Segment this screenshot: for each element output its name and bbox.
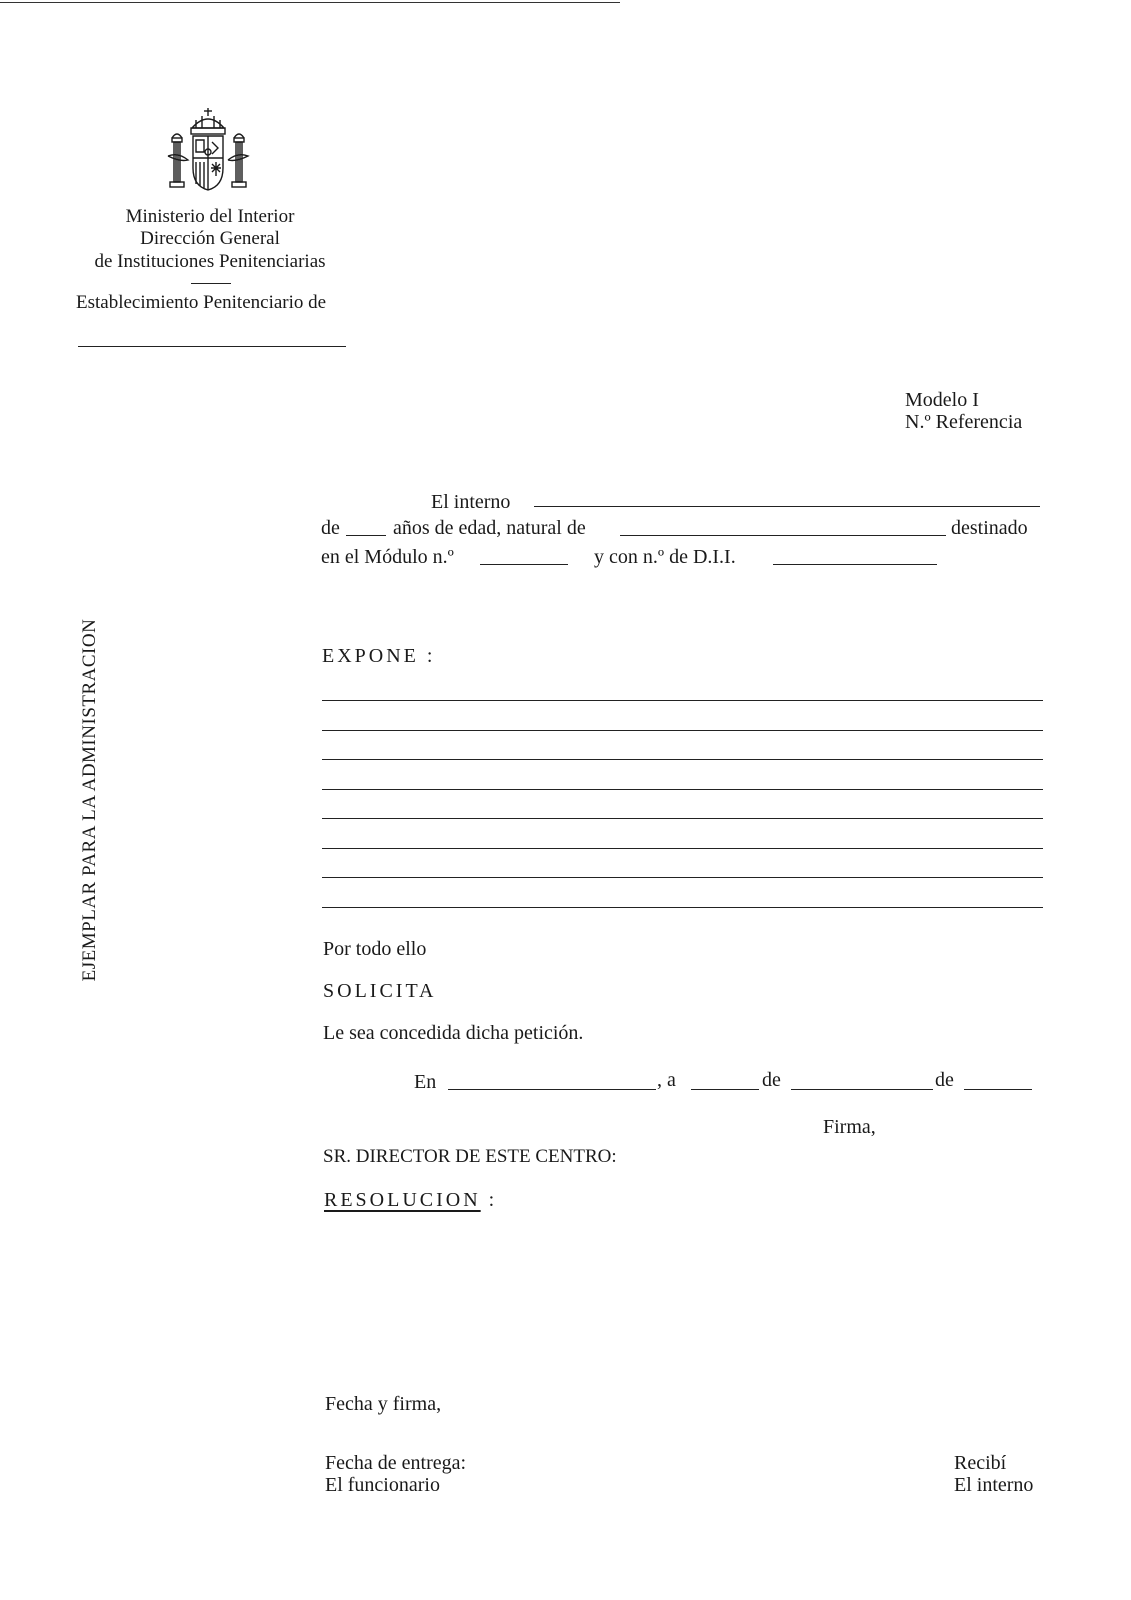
birthplace-field-line[interactable] (620, 535, 946, 536)
resolucion-heading-text: RESOLUCION (324, 1189, 481, 1211)
age-suffix-label: años de edad, natural de (393, 517, 586, 539)
expone-line-3[interactable] (322, 759, 1043, 760)
expone-heading (322, 644, 435, 668)
month-prefix-label: de (762, 1069, 781, 1091)
module-label: en el Módulo n.º (321, 546, 454, 568)
expone-line-4[interactable] (322, 789, 1043, 790)
director-address: SR. DIRECTOR DE ESTE CENTRO: (323, 1146, 617, 1167)
scan-edge-line (0, 2, 620, 3)
establishment-label: Establecimiento Penitenciario de (76, 292, 327, 313)
place-prefix-label: En (414, 1071, 437, 1093)
official-label: El funcionario (325, 1474, 440, 1496)
age-field-line[interactable] (346, 535, 386, 536)
year-field-line[interactable] (964, 1089, 1032, 1090)
received-label: Recibí (954, 1452, 1007, 1474)
expone-line-2[interactable] (322, 730, 1043, 731)
date-signature-label: Fecha y firma, (325, 1393, 442, 1415)
por-todo-label: Por todo ello (323, 938, 427, 960)
header-divider (191, 283, 231, 284)
year-prefix-label: de (935, 1069, 954, 1091)
directorate-name: Dirección General (140, 228, 280, 249)
request-text: Le sea concedida dicha petición. (323, 1022, 584, 1044)
inmate-intro-label: El interno (431, 491, 511, 513)
expone-colon: : (426, 645, 436, 667)
dii-field-line[interactable] (773, 564, 937, 565)
day-prefix-label: , a (657, 1069, 676, 1091)
administration-copy-label: EJEMPLAR PARA LA ADMINISTRACION (79, 618, 100, 982)
model-label: Modelo I (905, 389, 979, 411)
resolucion-heading (324, 1188, 497, 1212)
resolucion-colon: : (488, 1189, 498, 1211)
establishment-field-line[interactable] (78, 346, 346, 347)
spain-coat-of-arms-icon (166, 106, 250, 196)
day-field-line[interactable] (691, 1089, 759, 1090)
reference-label: N.º Referencia (905, 411, 1023, 433)
expone-line-7[interactable] (322, 877, 1043, 878)
expone-line-6[interactable] (322, 848, 1043, 849)
signature-label: Firma, (823, 1116, 876, 1138)
expone-line-1[interactable] (322, 700, 1043, 701)
delivery-date-label: Fecha de entrega: (325, 1452, 467, 1474)
expone-line-5[interactable] (322, 818, 1043, 819)
age-prefix-label: de (321, 517, 340, 539)
dii-label: y con n.º de D.I.I. (594, 546, 736, 568)
inmate-signature-label: El interno (954, 1474, 1034, 1496)
inmate-name-field-line[interactable] (534, 506, 1040, 507)
assigned-label: destinado (951, 517, 1028, 539)
month-field-line[interactable] (791, 1089, 933, 1090)
place-field-line[interactable] (448, 1089, 656, 1090)
institutions-name: de Instituciones Penitenciarias (94, 251, 326, 272)
solicita-heading: SOLICITA (323, 980, 437, 1002)
ministry-name: Ministerio del Interior (125, 206, 295, 227)
expone-heading-text: EXPONE (322, 645, 419, 667)
module-field-line[interactable] (480, 564, 568, 565)
expone-line-8[interactable] (322, 907, 1043, 908)
